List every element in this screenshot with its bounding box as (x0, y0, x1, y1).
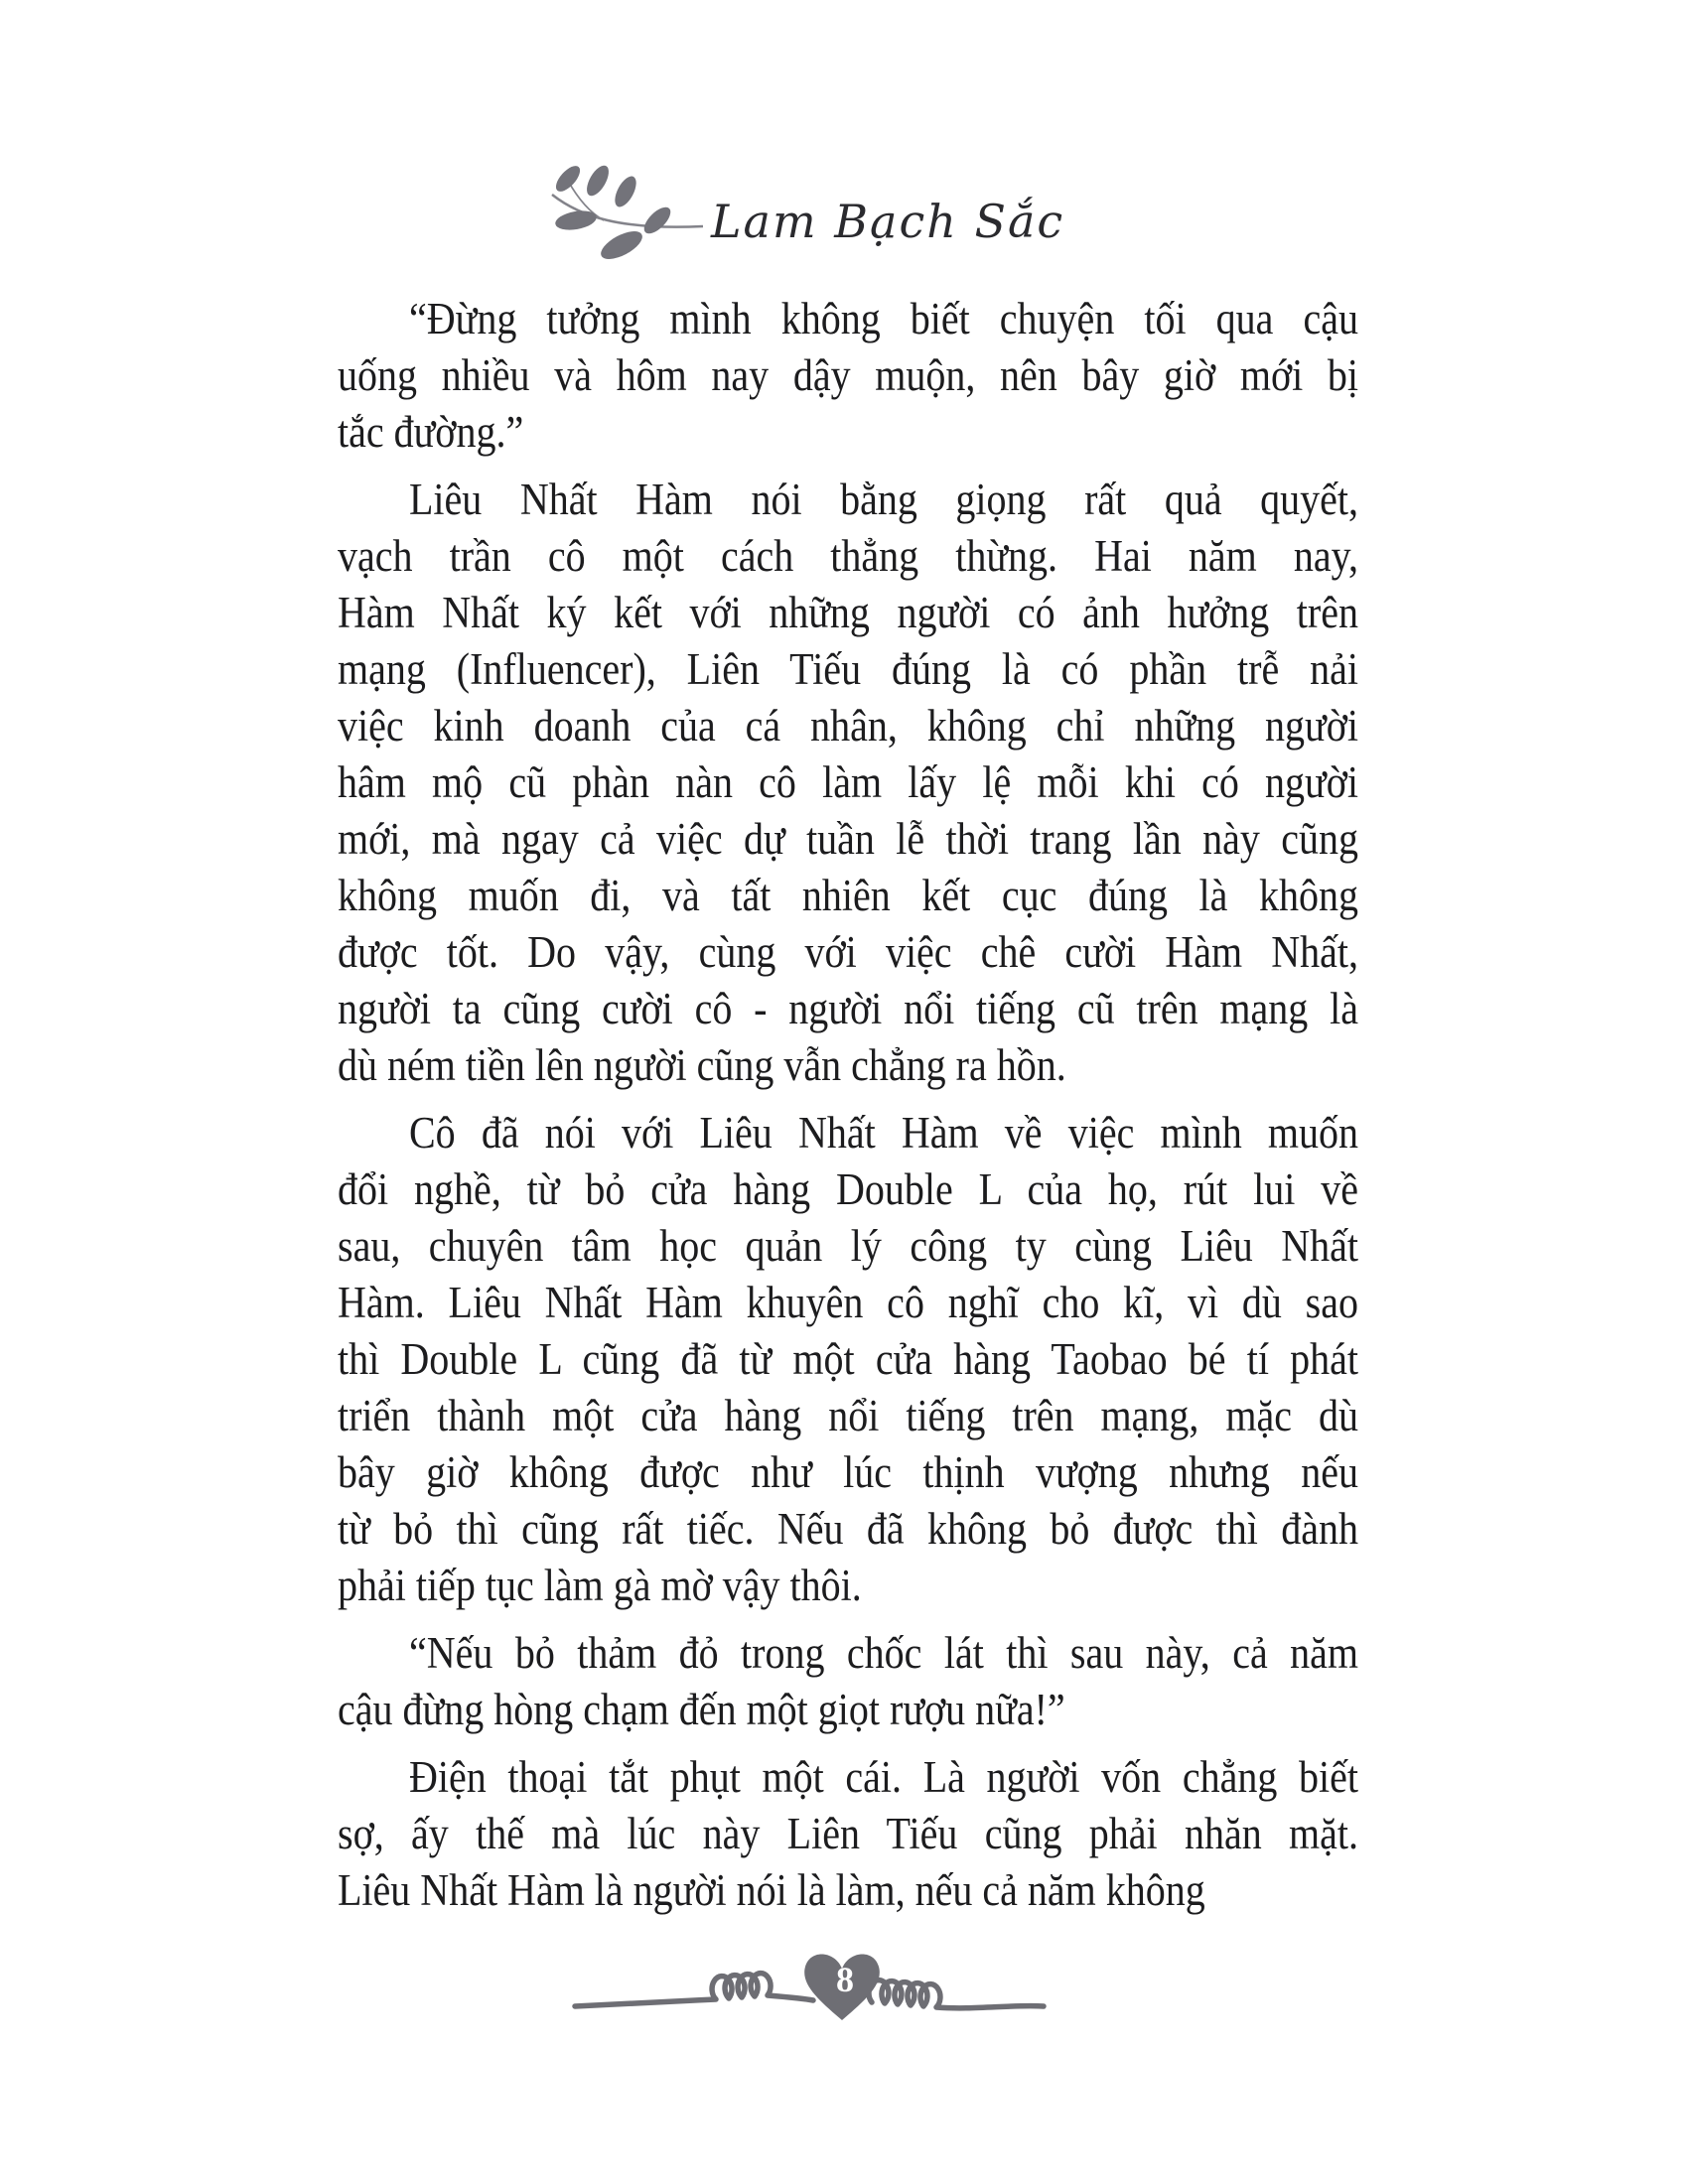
text-line: Điện thoại tắt phụt một cái. Là người vốn chẳng biết (409, 1751, 1358, 1802)
text-line: Liêu Nhất Hàm là người nói là làm, nếu cả năm không (338, 1864, 1205, 1915)
text-line: “Đừng tưởng mình không biết chuyện tối qua cậu (409, 293, 1358, 343)
paragraph (338, 1748, 1358, 1918)
paragraph (338, 290, 1358, 460)
text-line: Hàm. Liêu Nhất Hàm khuyên cô nghĩ cho kĩ, vì dù sao (338, 1277, 1358, 1327)
text-line: mạng (Influencer), Liên Tiếu đúng là có phần trễ nải (338, 643, 1358, 694)
text-line: phải tiếp tục làm gà mờ vậy thôi. (338, 1560, 862, 1610)
text-line: bây giờ không được như lúc thịnh vượng nhưng nếu (338, 1446, 1358, 1497)
text-line: Hàm Nhất ký kết với những người có ảnh hưởng trên (338, 587, 1358, 637)
text-line: cậu đừng hòng chạm đến một giọt rượu nữa!” (338, 1684, 1065, 1734)
text-line: “Nếu bỏ thảm đỏ trong chốc lát thì sau này, cả năm (409, 1627, 1358, 1678)
text-line: sợ, ấy thế mà lúc này Liên Tiếu cũng phải nhăn mặt. (338, 1808, 1358, 1858)
text-line: triển thành một cửa hàng nổi tiếng trên mạng, mặc dù (338, 1390, 1358, 1440)
paragraph (338, 471, 1358, 1093)
heart-squiggle-divider (571, 1941, 1048, 2044)
author-name: Lam Bạch Sắc (711, 195, 1065, 248)
text-line: không muốn đi, và tất nhiên kết cục đúng là không (338, 870, 1358, 920)
text-line: tắc đường.” (338, 406, 524, 457)
text-line: mới, mà ngay cả việc dự tuần lễ thời trang lần này cũng (338, 813, 1358, 864)
squiggle-line-left (575, 1974, 813, 2006)
text-line: đổi nghề, từ bỏ cửa hàng Double L của họ, rút lui về (338, 1163, 1358, 1214)
text-line: uống nhiều và hôm nay dậy muộn, nên bây giờ mới bị (338, 349, 1358, 400)
text-line: người ta cũng cười cô - người nổi tiếng cũ trên mạng là (338, 983, 1358, 1033)
text-line: hâm mộ cũ phàn nàn cô làm lấy lệ mỗi khi có người (338, 756, 1358, 807)
text-line: việc kinh doanh của cá nhân, không chỉ những người (338, 700, 1358, 751)
paragraph (338, 1624, 1358, 1737)
text-line: dù ném tiền lên người cũng vẫn chẳng ra hồn. (338, 1039, 1066, 1090)
text-line: thì Double L cũng đã từ một cửa hàng Taobao bé tí phát (338, 1333, 1358, 1384)
paragraph (338, 1104, 1358, 1613)
page-number: 8 (836, 1960, 854, 1999)
text-line: Liêu Nhất Hàm nói bằng giọng rất quả quyết, (409, 474, 1358, 524)
page-footer (0, 1936, 1688, 2065)
text-line: Cô đã nói với Liêu Nhất Hàm về việc mình muốn (409, 1107, 1358, 1158)
squiggle-line-right (869, 1980, 1044, 2008)
text-line: được tốt. Do vậy, cùng với việc chê cười Hàm Nhất, (338, 926, 1358, 977)
text-line: vạch trần cô một cách thẳng thừng. Hai năm nay, (338, 530, 1358, 581)
text-line: sau, chuyên tâm học quản lý công ty cùng Liêu Nhất (338, 1220, 1358, 1271)
page-header (0, 0, 1688, 288)
text-line: từ bỏ thì cũng rất tiếc. Nếu đã không bỏ được thì đành (338, 1503, 1358, 1554)
leaf-branch-icon (538, 159, 707, 266)
body-text (338, 290, 1358, 1918)
